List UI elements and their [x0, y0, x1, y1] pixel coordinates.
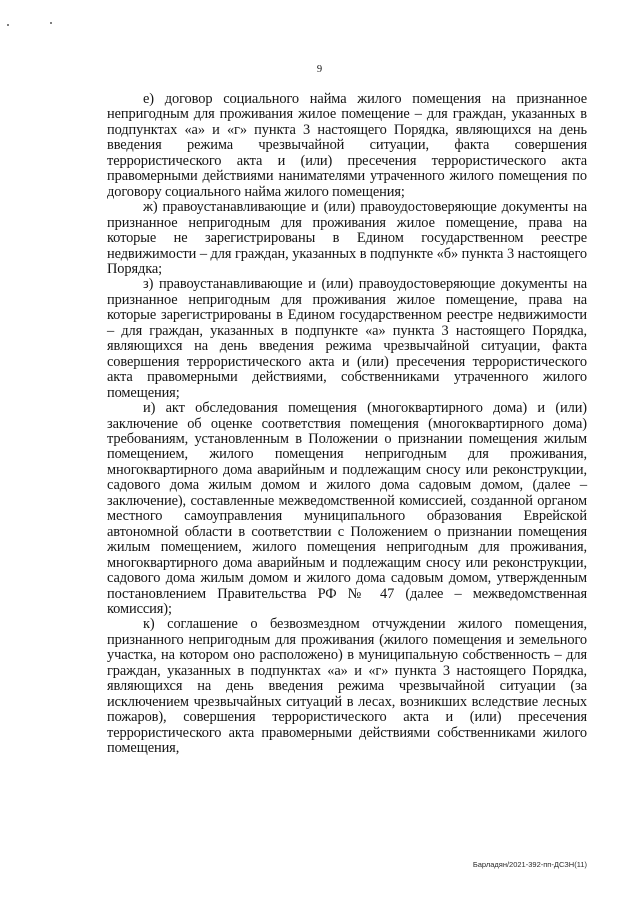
paragraph-item-zh: ж) правоустанавливающие и (или) правоудостоверяющие документы на признанное непригодным для проживания жилое помещение, права на которые не зарегистрированы в Едином государственном реестре недвижимости – для граждан, указанных в подпункте «б» пункта 3 настоящего Порядка;: [107, 199, 587, 277]
body-text: [107, 92, 587, 756]
page-number: 9: [316, 64, 323, 75]
scan-speck: [50, 22, 52, 24]
scan-speck: [7, 24, 9, 26]
paragraph-item-e: е) договор социального найма жилого помещения на признанное непригодным для проживания жилое помещение – для граждан, указанных в подпунктах «а» и «г» пункта 3 настоящего Порядка, являющихся на день введения режима чрезвычайной ситуации, факта совершения террористического акта и (или) пресечения террористического акта правомерными действиями нанимателями утраченного жилого помещения по договору социального найма жилого помещения;: [107, 91, 587, 200]
paragraph-item-z: з) правоустанавливающие и (или) правоудостоверяющие документы на признанное непригодным для проживания жилое помещение, права на которые зарегистрированы в Едином государственном реестре недвижимости – для граждан, указанных в подпункте «а» пункта 3 настоящего Порядка, являющихся на день введения режима чрезвычайной ситуации, факта совершения террористического акта и (или) пресечения террористического акта правомерными действиями, собственниками утраченного жилого помещения;: [107, 276, 587, 401]
paragraph-item-k: к) соглашение о безвозмездном отчуждении жилого помещения, признанного непригодным для проживания (жилого помещения и земельного участка, на котором оно расположено) в муниципальную собственность – для граждан, указанных в подпунктах «а» и «г» пункта 3 настоящего Порядка, являющихся на день введения режима чрезвычайной ситуации (за исключением чрезвычайных ситуаций в лесах, возникших вследствие лесных пожаров), совершения террористического акта и (или) пресечения террористического акта правомерными действиями собственниками жилого помещения,: [107, 616, 587, 757]
document-reference-code: Барладян/2021-392-пп-ДСЗН(11): [472, 860, 587, 869]
paragraph-item-i: и) акт обследования помещения (многоквартирного дома) и (или) заключение об оценке соответствия помещения (многоквартирного дома) требованиям, установленным в Положении о признании помещения жилым помещением, жилого помещения непригодным для проживания, многоквартирного дома аварийным и подлежащим сносу или реконструкции, садового дома жилым домом и жилого дома садовым домом, (далее – заключение), составленные межведомственной комиссией, созданной органом местного самоуправления муниципального образования Еврейской автономной области в соответствии с Положением о признании помещения жилым помещением, жилого помещения непригодным для проживания, многоквартирного дома аварийным и подлежащим сносу или реконструкции, садового дома жилым домом и жилого дома садовым домом, утвержденным постановлением Правительства РФ № 47 (далее – межведомственная комиссия);: [107, 400, 587, 617]
